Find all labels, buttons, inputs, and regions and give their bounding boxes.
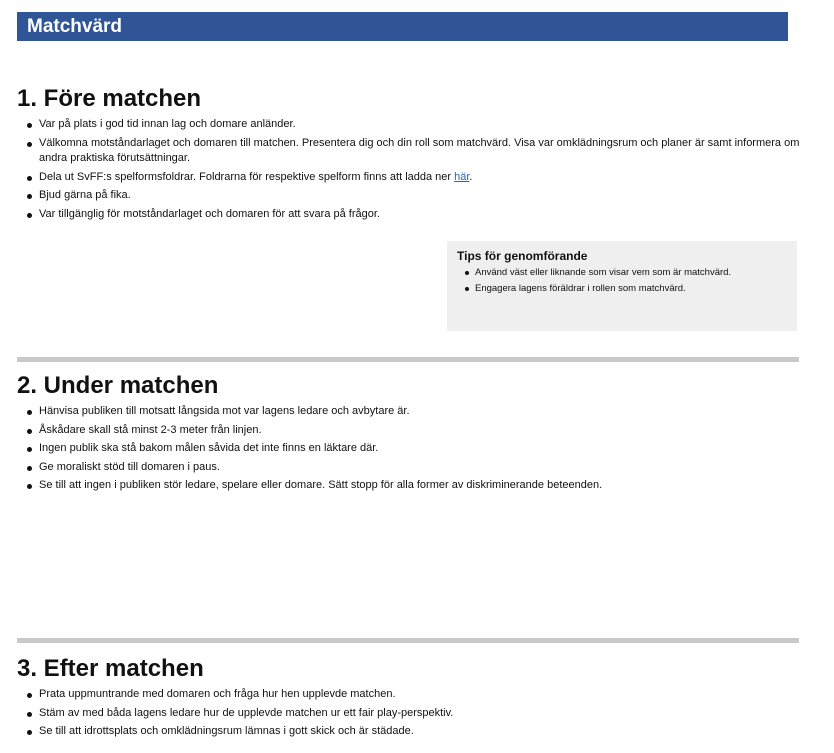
bullet-list xyxy=(17,404,807,494)
list-item: Hänvisa publiken till motsatt långsida mot var lagens ledare och avbytare är. xyxy=(39,404,807,420)
list-item: Se till att idrottsplats och omklädningsrum lämnas i gott skick och är städade. xyxy=(39,724,807,740)
list-item: Åskådare skall stå minst 2-3 meter från linjen. xyxy=(39,423,807,439)
list-item xyxy=(39,170,807,186)
list-item: Bjud gärna på fika. xyxy=(39,188,807,204)
bullet-list xyxy=(17,687,807,740)
list-item: Ge moraliskt stöd till domaren i paus. xyxy=(39,460,807,476)
page-banner: Matchvärd xyxy=(17,12,788,41)
list-item: Prata uppmuntrande med domaren och fråga hur hen upplevde matchen. xyxy=(39,687,807,703)
section-divider xyxy=(17,638,799,643)
list-item: Välkomna motståndarlaget och domaren till matchen. Presentera dig och din roll som matchvärd. Visa var omklädningsrum och planer är samt informera om andra praktiska förutsättningar. xyxy=(39,136,807,167)
section-heading: 1. Före matchen xyxy=(17,85,202,112)
list-item: Var tillgänglig för motståndarlaget och domaren för att svara på frågor. xyxy=(39,207,807,223)
bullet-list xyxy=(17,117,807,222)
section-divider xyxy=(17,357,799,362)
list-item: Se till att ingen i publiken stör ledare, spelare eller domare. Sätt stopp för alla former av diskriminerande beteenden. xyxy=(39,478,807,494)
section-heading: 3. Efter matchen xyxy=(17,655,204,682)
download-link[interactable]: här xyxy=(454,170,470,183)
tips-box xyxy=(447,241,797,331)
section-heading: 2. Under matchen xyxy=(17,372,219,399)
tips-list xyxy=(457,266,787,295)
list-item: Ingen publik ska stå bakom målen såvida det inte finns en läktare där. xyxy=(39,441,807,457)
section-during-match xyxy=(17,372,807,497)
list-item: Stäm av med båda lagens ledare hur de upplevde matchen ur ett fair play-perspektiv. xyxy=(39,706,807,722)
tips-item: Använd väst eller liknande som visar vem som är matchvärd. xyxy=(475,266,787,279)
list-item-suffix: . xyxy=(469,170,473,183)
section-before-match xyxy=(17,85,807,225)
list-item: Var på plats i god tid innan lag och domare anländer. xyxy=(39,117,807,133)
list-item-text: Dela ut SvFF:s spelformsfoldrar. Foldrarna för respektive spelform finns att ladda ner xyxy=(39,170,455,183)
tips-title: Tips för genomförande xyxy=(457,249,588,263)
section-after-match xyxy=(17,655,807,743)
tips-item: Engagera lagens föräldrar i rollen som matchvärd. xyxy=(475,282,787,295)
